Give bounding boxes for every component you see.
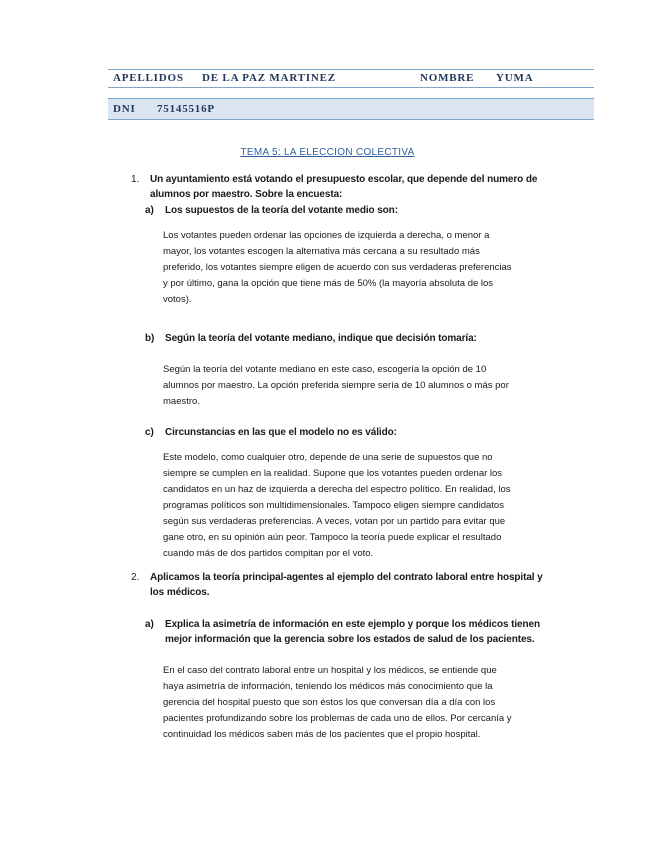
- q1b-line-2: alumnos por maestro. La opción preferida siempre sería de 10 alumnos o más por: [163, 380, 509, 391]
- nombre-label: NOMBRE: [420, 72, 475, 84]
- q1-line-1: Un ayuntamiento está votando el presupuesto escolar, que depende del numero de: [150, 174, 538, 185]
- apellidos-value: DE LA PAZ MARTINEZ: [202, 72, 336, 84]
- q1a-line-1: Los votantes pueden ordenar las opciones de izquierda a derecha, o menor a: [163, 230, 490, 241]
- q2a-line-2: haya asimetría de información, teniendo los médicos más conocimiento que la: [163, 681, 493, 692]
- q1c-label: c): [145, 427, 154, 438]
- q1b-line-3: maestro.: [163, 396, 200, 407]
- q1b-heading: Según la teoría del votante mediano, indique que decisión tomaría:: [165, 333, 477, 344]
- q1a-heading: Los supuestos de la teoría del votante medio son:: [165, 205, 398, 216]
- q1c-line-2: siempre se cumplen en la realidad. Supone que los votantes pueden ordenar los: [163, 468, 503, 479]
- q1c-line-4: programas políticos son multidimensionales. Tampoco eligen siempre candidatos: [163, 500, 504, 511]
- q1c-line-1: Este modelo, como cualquier otro, depende de una serie de supuestos que no: [163, 452, 493, 463]
- dni-label: DNI: [113, 103, 136, 115]
- nombre-value: YUMA: [496, 72, 534, 84]
- q1b-label: b): [145, 333, 155, 344]
- q1c-line-6: gane otro, en su opinión aún peor. Tampoco la teoría puede explicar el resultado: [163, 532, 502, 543]
- q2a-line-3: gerencia del hospital puesto que son éstos los que conversan día a día con los: [163, 697, 496, 708]
- q2a-label: a): [145, 619, 154, 630]
- q2-number: 2.: [131, 572, 140, 583]
- q1a-label: a): [145, 205, 154, 216]
- q1-text: [150, 172, 537, 202]
- q2-line-1: Aplicamos la teoría principal-agentes al ejemplo del contrato laboral entre hospital y: [150, 572, 543, 583]
- q1-line-2: alumnos por maestro. Sobre la encuesta:: [150, 189, 343, 200]
- q2-line-2: los médicos.: [150, 587, 210, 598]
- q2-text: [150, 570, 543, 600]
- q1a-line-4: y por último, gana la opción que tiene más de 50% (la mayoría absoluta de los: [163, 278, 494, 289]
- q1a-line-3: preferido, los votantes siempre eligen de acuerdo con sus verdaderas preferencias: [163, 262, 512, 273]
- q1c-answer: [163, 450, 511, 562]
- q2a-line-4: pacientes profundizando sobre los problemas de cada uno de ellos. Por cercanía y: [163, 713, 512, 724]
- q2a-line-5: continuidad los médicos saben más de los pacientes que el propio hospital.: [163, 729, 481, 740]
- dni-value: 75145516P: [157, 103, 215, 115]
- q1a-line-5: votos).: [163, 294, 192, 305]
- apellidos-label: APELLIDOS: [113, 72, 184, 84]
- q2a-answer: [163, 663, 512, 743]
- page-title: TEMA 5: LA ELECCION COLECTIVA: [240, 147, 415, 158]
- q1b-line-1: Según la teoría del votante mediano en este caso, escogería la opción de 10: [163, 364, 487, 375]
- q1c-line-5: según sus verdaderas preferencias. A veces, votan por un partido para evitar que: [163, 516, 506, 527]
- q1c-heading: Circunstancias en las que el modelo no es válido:: [165, 427, 397, 438]
- q1a-answer: [163, 228, 512, 308]
- q2a-heading-line-2: mejor información que la gerencia sobre los estados de salud de los pacientes.: [165, 634, 535, 645]
- q1b-answer: [163, 362, 509, 410]
- q2a-heading-line-1: Explica la asimetría de información en este ejemplo y porque los médicos tienen: [165, 619, 541, 630]
- q1c-line-3: candidatos en un haz de izquierda a derecha del espectro político. En realidad, los: [163, 484, 511, 495]
- q2a-heading: [165, 617, 540, 647]
- q1a-line-2: mayor, los votantes escogen la alternativa más cercana a su resultado más: [163, 246, 480, 257]
- q1c-line-7: cuando más de dos partidos compitan por el voto.: [163, 548, 374, 559]
- q2a-line-1: En el caso del contrato laboral entre un hospital y los médicos, se entiende que: [163, 665, 497, 676]
- q1-number: 1.: [131, 174, 140, 185]
